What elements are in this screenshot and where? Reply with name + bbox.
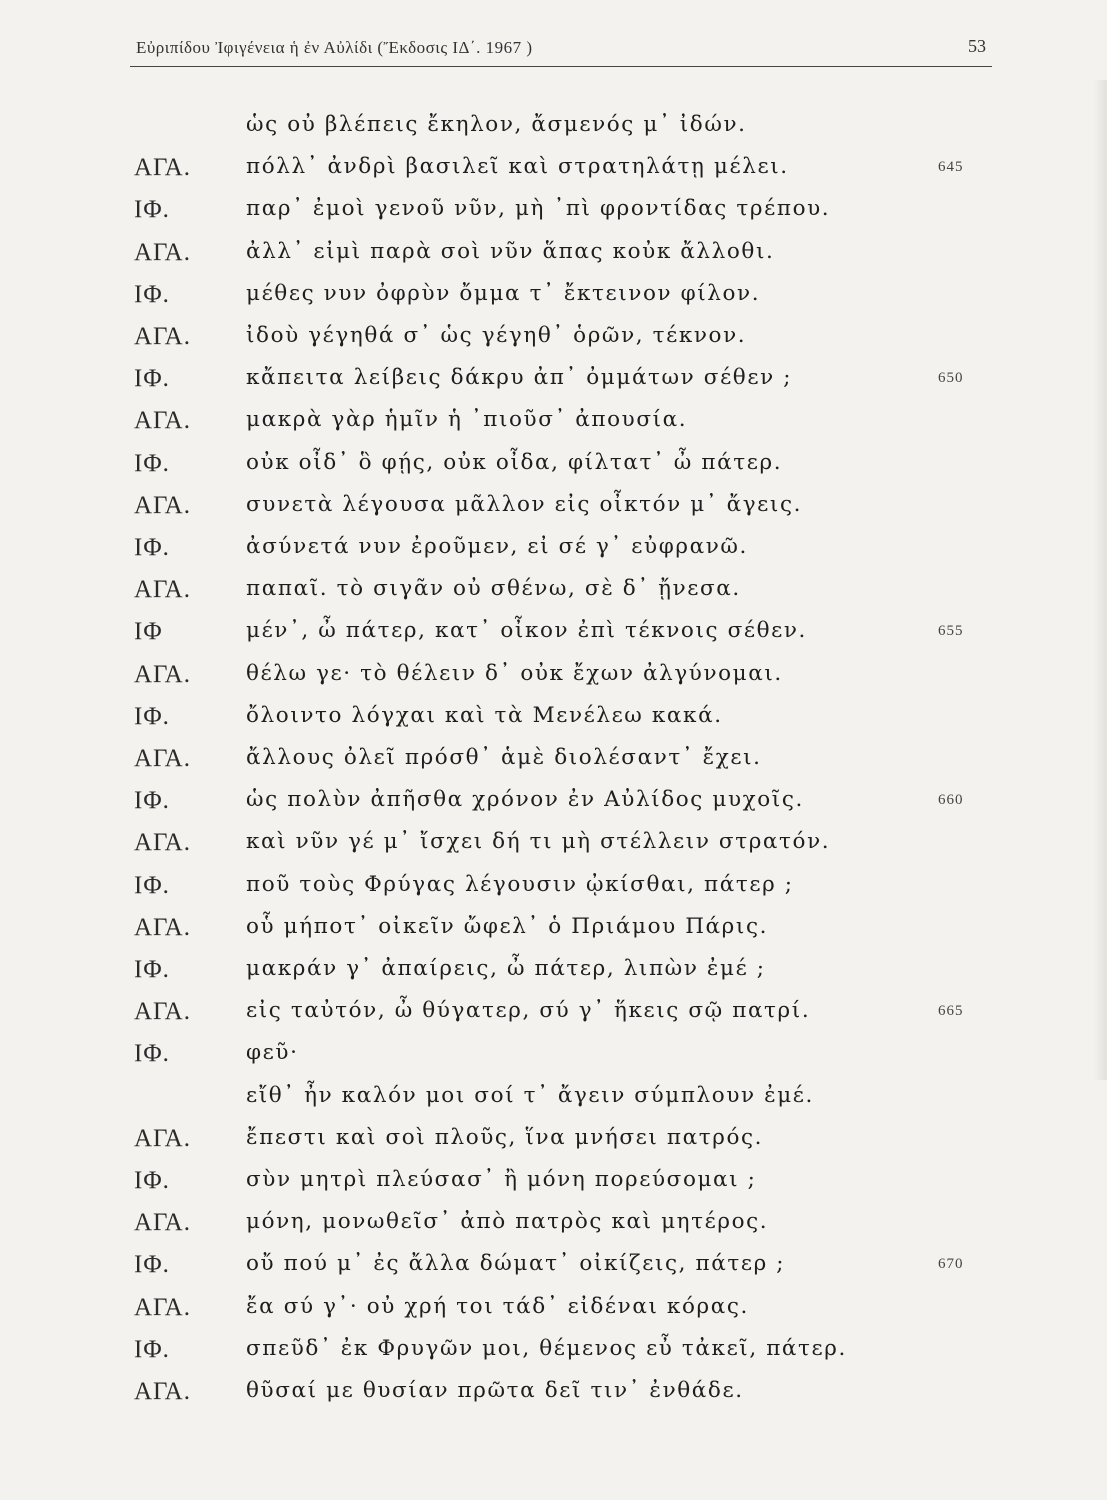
verse-line bbox=[0, 1040, 1107, 1080]
speaker-label: ΙΦ. bbox=[134, 280, 170, 308]
verse-text: καὶ νῦν γέ μ᾿ ἴσχει δή τι μὴ στέλλειν στρατόν. bbox=[246, 829, 831, 855]
verse-text: πόλλ᾿ ἀνδρὶ βασιλεῖ καὶ στρατηλάτῃ μέλει. bbox=[246, 154, 789, 180]
verse-line bbox=[0, 112, 1107, 152]
verse-text: εἰς ταὐτόν, ὦ θύγατερ, σύ γ᾿ ἥκεις σῷ πατρί. bbox=[246, 998, 811, 1024]
verse-text: ἀσύνετά νυν ἐροῦμεν, εἰ σέ γ᾿ εὐφρανῶ. bbox=[246, 534, 748, 559]
line-number: 655 bbox=[938, 623, 964, 640]
verse-line bbox=[0, 1083, 1107, 1123]
speaker-label: ΙΦ bbox=[134, 618, 163, 646]
verse-text: ἔα σύ γ᾿· οὐ χρή τοι τάδ᾿ εἰδέναι κόρας. bbox=[246, 1293, 749, 1319]
verse-line bbox=[0, 618, 1107, 658]
verse-line bbox=[0, 1125, 1107, 1165]
verse-line bbox=[0, 1251, 1107, 1291]
verse-line bbox=[0, 239, 1107, 279]
page-edge-shadow bbox=[1093, 80, 1107, 1080]
speaker-label: ΑΓΑ. bbox=[134, 660, 191, 688]
verse-text: ἄλλους ὀλεῖ πρόσθ᾿ ἁμὲ διολέσαντ᾿ ἔχει. bbox=[246, 745, 762, 770]
verse-text: ὡς πολὺν ἀπῆσθα χρόνον ἐν Αὐλίδος μυχοῖς. bbox=[246, 787, 804, 813]
verse-line bbox=[0, 281, 1107, 321]
verse-line bbox=[0, 154, 1107, 194]
verse-line bbox=[0, 745, 1107, 785]
speaker-label: ΑΓΑ. bbox=[134, 154, 191, 182]
verse-line bbox=[0, 365, 1107, 405]
verse-text: σὺν μητρὶ πλεύσασ᾿ ἢ μόνη πορεύσομαι ; bbox=[246, 1167, 757, 1192]
header-title: Εὐριπίδου Ἰφιγένεια ἡ ἐν Αὐλίδι (Ἔκδοσις ΙΔ΄. 1967 ) bbox=[136, 38, 533, 57]
line-number: 645 bbox=[938, 159, 964, 176]
verse-text: συνετὰ λέγουσα μᾶλλον εἰς οἶκτόν μ᾿ ἄγεις. bbox=[246, 491, 803, 517]
verse-text: ἔπεστι καὶ σοὶ πλοῦς, ἵνα μνήσει πατρός. bbox=[246, 1124, 764, 1150]
speaker-label: ΑΓΑ. bbox=[134, 913, 191, 941]
verse-line bbox=[0, 196, 1107, 236]
verse-line bbox=[0, 703, 1107, 743]
verse-text: οὐκ οἶδ᾿ ὃ φῄς, οὐκ οἶδα, φίλτατ᾿ ὦ πάτερ. bbox=[246, 449, 783, 475]
speaker-label: ΑΓΑ. bbox=[134, 1124, 191, 1152]
line-number: 670 bbox=[938, 1256, 964, 1273]
speaker-label: ΙΦ. bbox=[134, 1040, 170, 1068]
verse-text: θέλω γε· τὸ θέλειν δ᾿ οὐκ ἔχων ἀλγύνομαι. bbox=[246, 660, 783, 686]
verse-text: εἴθ᾿ ἦν καλόν μοι σοί τ᾿ ἄγειν σύμπλουν ἐμέ. bbox=[246, 1082, 814, 1108]
speaker-label: ΙΦ. bbox=[134, 1167, 170, 1194]
verse-line bbox=[0, 450, 1107, 490]
speaker-label: ΙΦ. bbox=[134, 702, 170, 730]
verse-text: ποῦ τοὺς Φρύγας λέγουσιν ᾠκίσθαι, πάτερ ; bbox=[246, 871, 794, 897]
speaker-label: ΑΓΑ. bbox=[134, 238, 191, 266]
verse-line bbox=[0, 407, 1107, 447]
speaker-label: ΑΓΑ. bbox=[134, 491, 191, 519]
verse-line bbox=[0, 661, 1107, 701]
verse-line bbox=[0, 1336, 1107, 1376]
verse-line bbox=[0, 787, 1107, 827]
speaker-label: ΙΦ. bbox=[134, 534, 170, 561]
verse-line bbox=[0, 1167, 1107, 1207]
page-number: 53 bbox=[968, 36, 986, 56]
speaker-label: ΑΓΑ. bbox=[134, 576, 191, 604]
verse-line bbox=[0, 534, 1107, 574]
speaker-label: ΙΦ. bbox=[134, 449, 170, 477]
verse-line bbox=[0, 1378, 1107, 1418]
verse-text: μακρὰ γὰρ ἡμῖν ἡ ᾿πιοῦσ᾿ ἀπουσία. bbox=[246, 407, 688, 433]
verse-line bbox=[0, 914, 1107, 954]
speaker-label: ΙΦ. bbox=[134, 956, 170, 983]
speaker-label: ΑΓΑ. bbox=[134, 829, 191, 857]
verse-text: θῦσαί με θυσίαν πρῶτα δεῖ τιν᾿ ἐνθάδε. bbox=[246, 1378, 744, 1403]
verse-line bbox=[0, 323, 1107, 363]
verse-text: μέν᾿, ὦ πάτερ, κατ᾿ οἶκον ἐπὶ τέκνοις σέθεν. bbox=[246, 618, 807, 644]
verse-text: μόνη, μονωθεῖσ᾿ ἀπὸ πατρὸς καὶ μητέρος. bbox=[246, 1209, 769, 1235]
verse-text: παρ᾿ ἐμοὶ γενοῦ νῦν, μὴ ᾿πὶ φροντίδας τρέπου. bbox=[246, 196, 831, 222]
verse-text: οὗ μήποτ᾿ οἰκεῖν ὤφελ᾿ ὁ Πριάμου Πάρις. bbox=[246, 913, 769, 939]
verse-text: παπαῖ. τὸ σιγᾶν οὐ σθένω, σὲ δ᾿ ᾔνεσα. bbox=[246, 576, 741, 602]
line-number: 665 bbox=[938, 1003, 964, 1020]
speaker-label: ΙΦ. bbox=[134, 871, 170, 899]
verse-line bbox=[0, 576, 1107, 616]
speaker-label: ΑΓΑ. bbox=[134, 1209, 191, 1237]
speaker-label: ΙΦ. bbox=[134, 365, 170, 393]
speaker-label: ΑΓΑ. bbox=[134, 1378, 191, 1405]
speaker-label: ΙΦ. bbox=[134, 1251, 170, 1279]
speaker-label: ΑΓΑ. bbox=[134, 407, 191, 435]
verse-text: φεῦ· bbox=[246, 1040, 299, 1066]
speaker-label: ΙΦ. bbox=[134, 196, 170, 224]
speaker-label: ΑΓΑ. bbox=[134, 1293, 191, 1321]
speaker-label: ΙΦ. bbox=[134, 1335, 170, 1363]
verse-text: ἀλλ᾿ εἰμὶ παρὰ σοὶ νῦν ἅπας κοὐκ ἄλλοθι. bbox=[246, 238, 775, 264]
verse-line bbox=[0, 872, 1107, 912]
verse-line bbox=[0, 1294, 1107, 1334]
speaker-label: ΑΓΑ. bbox=[134, 745, 191, 772]
verse-line bbox=[0, 829, 1107, 869]
verse-line bbox=[0, 1209, 1107, 1249]
verse-text: ὡς οὐ βλέπεις ἔκηλον, ἄσμενός μ᾿ ἰδών. bbox=[246, 112, 747, 137]
speaker-label: ΑΓΑ. bbox=[134, 998, 191, 1026]
verse-line bbox=[0, 492, 1107, 532]
line-number: 650 bbox=[938, 370, 964, 387]
verse-line bbox=[0, 956, 1107, 996]
verse-text: κἄπειτα λείβεις δάκρυ ἀπ᾿ ὀμμάτων σέθεν ; bbox=[246, 365, 793, 391]
line-number: 660 bbox=[938, 792, 964, 809]
verse-text: μακράν γ᾿ ἀπαίρεις, ὦ πάτερ, λιπὼν ἐμέ ; bbox=[246, 956, 766, 981]
speaker-label: ΙΦ. bbox=[134, 787, 170, 815]
verse-line bbox=[0, 998, 1107, 1038]
verse-text: ἰδοὺ γέγηθά σ᾿ ὡς γέγηθ᾿ ὁρῶν, τέκνον. bbox=[246, 323, 747, 348]
verse-text: σπεῦδ᾿ ἐκ Φρυγῶν μοι, θέμενος εὖ τἀκεῖ, πάτερ. bbox=[246, 1335, 847, 1361]
verse-text: ὄλοιντο λόγχαι καὶ τὰ Μενέλεω κακά. bbox=[246, 702, 723, 728]
verse-text: μέθες νυν ὀφρὺν ὄμμα τ᾿ ἔκτεινον φίλον. bbox=[246, 280, 761, 306]
speaker-label: ΑΓΑ. bbox=[134, 323, 191, 350]
verse-text: οὔ πού μ᾿ ἐς ἄλλα δώματ᾿ οἰκίζεις, πάτερ ; bbox=[246, 1251, 786, 1277]
